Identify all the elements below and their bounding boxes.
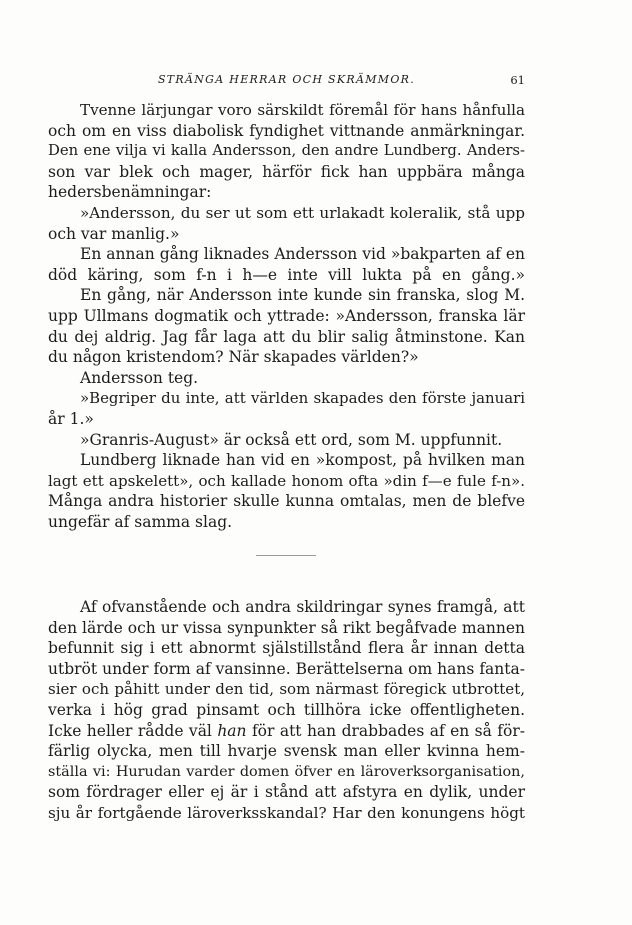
text-line: En annan gång liknades Andersson vid »bakparten af en bbox=[80, 245, 525, 264]
text-line: hedersbenämningar: bbox=[48, 183, 212, 202]
text-line: Många andra historier skulle kunna omtalas, men de blefve bbox=[48, 492, 525, 511]
text-line: Den ene vilja vi kalla Andersson, den andre Lundberg. Anders- bbox=[48, 142, 525, 160]
text-line: upp Ullmans dogmatik och yttrade: »Andersson, franska lär bbox=[48, 306, 525, 325]
text-line: Lundberg liknade han vid en »kompost, på hvilken man bbox=[80, 451, 525, 470]
text-line: utbröt under form af vansinne. Berättelserna om hans fanta- bbox=[48, 659, 525, 678]
text-fragment: Icke heller rådde väl bbox=[48, 721, 218, 740]
text-line: du någon kristendom? När skapades världen?» bbox=[48, 348, 419, 367]
page-number: 61 bbox=[510, 73, 525, 87]
section-divider bbox=[256, 555, 316, 556]
text-line: Tvenne lärjungar voro särskildt föremål för hans hånfulla bbox=[80, 101, 525, 119]
text-line: sier och påhitt under den tid, som närmast föregick utbrottet, bbox=[48, 680, 525, 699]
text-line bbox=[48, 721, 525, 742]
text-line: ungefär af samma slag. bbox=[48, 512, 233, 531]
emphasis-word: han bbox=[217, 721, 247, 740]
running-head bbox=[48, 73, 525, 89]
text-line: och var manlig.» bbox=[48, 224, 180, 243]
text-line: den lärde och ur vissa synpunkter så rikt begåfvade mannen bbox=[48, 618, 525, 637]
text-line: befunnit sig i ett abnormt själstillstånd flera år innan detta bbox=[48, 639, 525, 658]
text-line: som fördrager eller ej är i stånd att afstyra en dylik, under bbox=[48, 783, 525, 802]
text-block-2 bbox=[48, 597, 525, 824]
text-line: Andersson teg. bbox=[80, 368, 199, 387]
text-fragment: för att han drabbades af en så för- bbox=[246, 721, 525, 740]
text-line: färlig olycka, men till hvarje svensk man eller kvinna hem- bbox=[48, 742, 525, 761]
text-line: död käring, som f-n i h—e inte vill lukta på en gång.» bbox=[48, 265, 525, 284]
text-line: »Begriper du inte, att världen skapades den förste januari bbox=[80, 389, 525, 408]
text-line: verka i hög grad pinsamt och tillhöra icke offentligheten. bbox=[48, 700, 525, 719]
text-line: »Andersson, du ser ut som ett urlakadt koleralik, stå upp bbox=[80, 203, 525, 222]
text-line: år 1.» bbox=[48, 409, 94, 428]
text-line: »Granris-August» är också ett ord, som M. uppfunnit. bbox=[80, 430, 503, 449]
text-line: Af ofvanstående och andra skildringar synes framgå, att bbox=[80, 598, 525, 616]
text-line: son var blek och mager, härför fick han uppbära många bbox=[48, 162, 525, 181]
text-line: En gång, när Andersson inte kunde sin franska, slog M. bbox=[80, 286, 525, 305]
running-head-title: STRÄNGA HERRAR OCH SKRÄMMOR. bbox=[157, 73, 416, 86]
text-line: ställa vi: Hurudan varder domen öfver en läroverksorganisation, bbox=[48, 763, 525, 780]
text-line: och om en viss diabolisk fyndighet vittnande anmärkningar. bbox=[48, 121, 525, 140]
text-line: sju år fortgående läroverksskandal? Har den konungens högt bbox=[48, 803, 525, 822]
text-block-1 bbox=[48, 100, 525, 532]
text-line: lagt ett apskelett», och kallade honom ofta »din f—e fule f-n». bbox=[48, 471, 525, 490]
text-line: du dej aldrig. Jag får laga att du blir salig åtminstone. Kan bbox=[48, 327, 525, 346]
